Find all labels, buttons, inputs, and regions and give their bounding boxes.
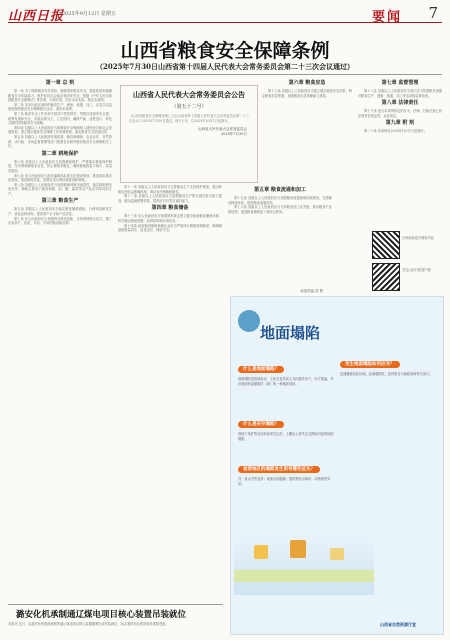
- faq-question: 岩溶地区的塌陷发生前有哪些征兆？: [238, 466, 320, 473]
- house-icon: [330, 548, 344, 560]
- faq-block-1: [238, 355, 334, 386]
- qr-code-icon: [372, 263, 400, 291]
- chapter-heading: 第五章 粮食流通和加工: [254, 187, 306, 193]
- infobox-title: 地面塌陷: [260, 324, 321, 342]
- infobox-credit: 山西省自然资源厅宣: [380, 622, 416, 627]
- faq-answer: 迅速撤离危险区域，远离塌陷坑；及时报告当地政府和有关部门。: [340, 372, 433, 376]
- gazette-number: （第五十二号）: [171, 104, 207, 110]
- bottom-divider: [8, 604, 223, 605]
- house-icon: [290, 540, 306, 558]
- gazette-notice: [120, 85, 258, 183]
- faq-block-3: [238, 455, 334, 486]
- article-paragraph: 第十五条 县级以上人民政府应当加强粮食流通基础设施建设，完善粮食物流体系，提高粮食流通效率。: [228, 196, 332, 205]
- article-paragraph: 第四条 县级以上人民政府应当将粮食安全保障纳入国民经济和社会发展规划，建立健全粮食安全保障工作协调机制，落实粮食安全党政同责。: [8, 125, 112, 135]
- article-paragraph: 第七条 省人民政府应当组织编制高标准农田建设规划，推进高标准农田建设，提高耕地质量，加强农田水利设施建设和管理。: [8, 173, 112, 183]
- faq-question: 发生地面塌陷如何应对？: [340, 361, 400, 368]
- gazette-title: 山西省人民代表大会常务委员会公告: [133, 90, 245, 99]
- gazette-body: 《山西省粮食安全保障条例》已由山西省第十四届人民代表大会常务委员会第二十三次会议于2025年7月30日通过，现予公布，自2025年10月1日起施行。: [129, 114, 249, 123]
- article-paragraph: 第六条 县级以上人民政府应当加强耕地保护，严格落实耕地保护制度，坚决遏制耕地非农化、防止耕地非粮化，确保耕地数量不减少、质量有提高。: [8, 159, 112, 173]
- gazette-date: 2025年7月30日: [220, 132, 247, 137]
- masthead: [8, 4, 442, 23]
- chapter-heading: 第二章 耕地保护: [41, 150, 79, 157]
- article-title: 山西省粮食安全保障条例: [120, 40, 330, 62]
- text-column-1: [8, 78, 112, 598]
- globe-icon: [238, 310, 260, 332]
- article-paragraph: 第十二条 县级以上人民政府应当加强粮食生产防灾减灾救灾能力建设，健全监测预警体系，提高应对自然灾害的能力。: [118, 194, 222, 203]
- text-column-4: [262, 78, 352, 283]
- chapter-heading: 第九章 附 则: [385, 120, 415, 127]
- article-paragraph: 第十三条 省人民政府应当按照国家规定建立健全政府粮食储备体系，科学确定储备规模、品种结构和区域布局。: [118, 214, 222, 223]
- text-column-5: [358, 78, 442, 228]
- faq-answer: 地面塌陷是指地表岩、土体在自然或人为因素作用下，向下陷落，并在地面形成塌陷坑（洞）的一种地质现象。: [238, 377, 334, 386]
- article-paragraph: 第九条 县级以上人民政府应当稳定粮食播种面积，合理布局粮食生产，优化品种结构，提高单产水平和产品质量。: [8, 207, 112, 217]
- chapter-heading: 第六章 粮食应急: [288, 80, 326, 86]
- qr-caption: 关注山西日报客户端: [402, 268, 431, 272]
- gazette-signer: 山西省人民代表大会常务委员会: [198, 127, 247, 132]
- article-subtitle: （2025年7月30日山西省第十四届人民代表大会常务委员会第二十三次会议通过）: [95, 62, 355, 71]
- chapter-heading: 第一章 总 则: [45, 80, 75, 86]
- faq-block-4: [340, 350, 436, 377]
- article-paragraph: 第二条 本省行政区域内的粮食生产、储备、流通、加工、应急以及监督管理等粮食安全保障相关活动，适用本条例。: [8, 102, 112, 112]
- faq-question: 什么是地面塌陷？: [238, 366, 284, 373]
- faq-block-2: [238, 410, 334, 441]
- faq-answer: 指地下采矿等活动形成采空区后，上覆岩土体失去支撑而引起的地面塌陷。: [238, 432, 334, 441]
- bottom-article-text: 本报讯 近日，由潞安化机集团承制的通辽煤电项目核心装置顺利完成吊装就位，标志着该项目建设取得重要进展。: [8, 622, 169, 626]
- text-column-2: [118, 185, 222, 605]
- article-paragraph: 第三条 粮食安全工作坚持中国共产党的领导，贯彻总体国家安全观，统筹发展和安全，实施以我为主、立足国内、确保产能、适度进口、科技支撑的国家粮食安全战略。: [8, 111, 112, 126]
- page-editor: 本版责编 武 阳: [300, 289, 324, 293]
- section-name: 要闻: [371, 10, 402, 25]
- article-paragraph: 第八条 县级以上人民政府应当加强耕地种植用途管控，落实耕地利用优先序，耕地主要用于粮食和棉、油、糖、蔬菜等农产品及饲草饲料生产。: [8, 182, 112, 196]
- qr-caption: 扫码阅读更多精彩内容: [402, 236, 434, 240]
- article-paragraph: 第五条 县级以上人民政府发展改革、粮食和储备、农业农村、自然资源、水行政、市场监督管理等部门按照各自职责做好粮食安全保障相关工作。: [8, 134, 112, 149]
- faq-question: 什么是采空塌陷？: [238, 421, 284, 428]
- newspaper-logo: 山西日报: [8, 9, 65, 24]
- article-paragraph: 第十六条 县级以上人民政府应当支持粮食加工业发展，推动粮食产业链延伸，促进粮食精深加工和综合利用。: [228, 205, 332, 214]
- bottom-headline: 潞安化机承制通辽煤电项目核心装置吊装就位: [16, 610, 187, 620]
- article-paragraph: 第十八条 县级以上人民政府有关部门应当依照职责加强对粮食生产、储备、流通、加工等活动的监督检查。: [358, 89, 442, 98]
- house-icon: [254, 545, 268, 559]
- ground-illustration: [234, 570, 374, 582]
- article-paragraph: 第十九条 违反本条例规定的行为，法律、行政法规已有法律责任规定的，从其规定。: [358, 109, 442, 118]
- title-divider: [8, 74, 442, 75]
- article-paragraph: 第一条 为了保障粮食有效供给，确保国家粮食安全，提高防范和抵御粮食安全风险能力，维护经济社会稳定和国家安全，根据《中华人民共和国粮食安全保障法》等法律、行政法规，结合本省实际，制定本条例。: [8, 89, 112, 103]
- chapter-heading: 第三章 粮食生产: [41, 198, 79, 205]
- article-paragraph: 第二十条 本条例自2025年10月1日起施行。: [364, 129, 428, 134]
- article-paragraph: 第十四条 政府粮食储备承储企业应当严格执行储备管理制度，确保储备粮数量真实、质量良好、储存安全。: [118, 223, 222, 233]
- chapter-heading: 第七章 监督管理: [381, 80, 419, 86]
- faq-answer: 井、泉水突然变浑；地面出现裂缝；建筑物发出响声；动物惊恐异常。: [238, 477, 331, 486]
- article-paragraph: 第十条 省人民政府应当加强种业科技创新，支持育种联合攻关，推广应用高产、优质、多抗、专用的粮食新品种。: [8, 216, 112, 226]
- chapter-heading: 第八章 法律责任: [381, 100, 419, 107]
- qr-code-icon: [372, 231, 400, 259]
- chapter-heading: 第四章 粮食储备: [151, 205, 189, 212]
- issue-date: 2025年9月12日 星期五: [62, 11, 116, 17]
- page-number: 7: [428, 4, 438, 22]
- article-paragraph: 第十一条 县级以上人民政府应当完善粮食生产支持保护制度，健全种粮农民收益保障机制，调动农民种粮积极性。: [118, 185, 222, 194]
- article-paragraph: 第十七条 县级以上人民政府应当建立健全粮食应急体系，制定粮食应急预案，加强粮食应急保障能力建设。: [262, 89, 352, 98]
